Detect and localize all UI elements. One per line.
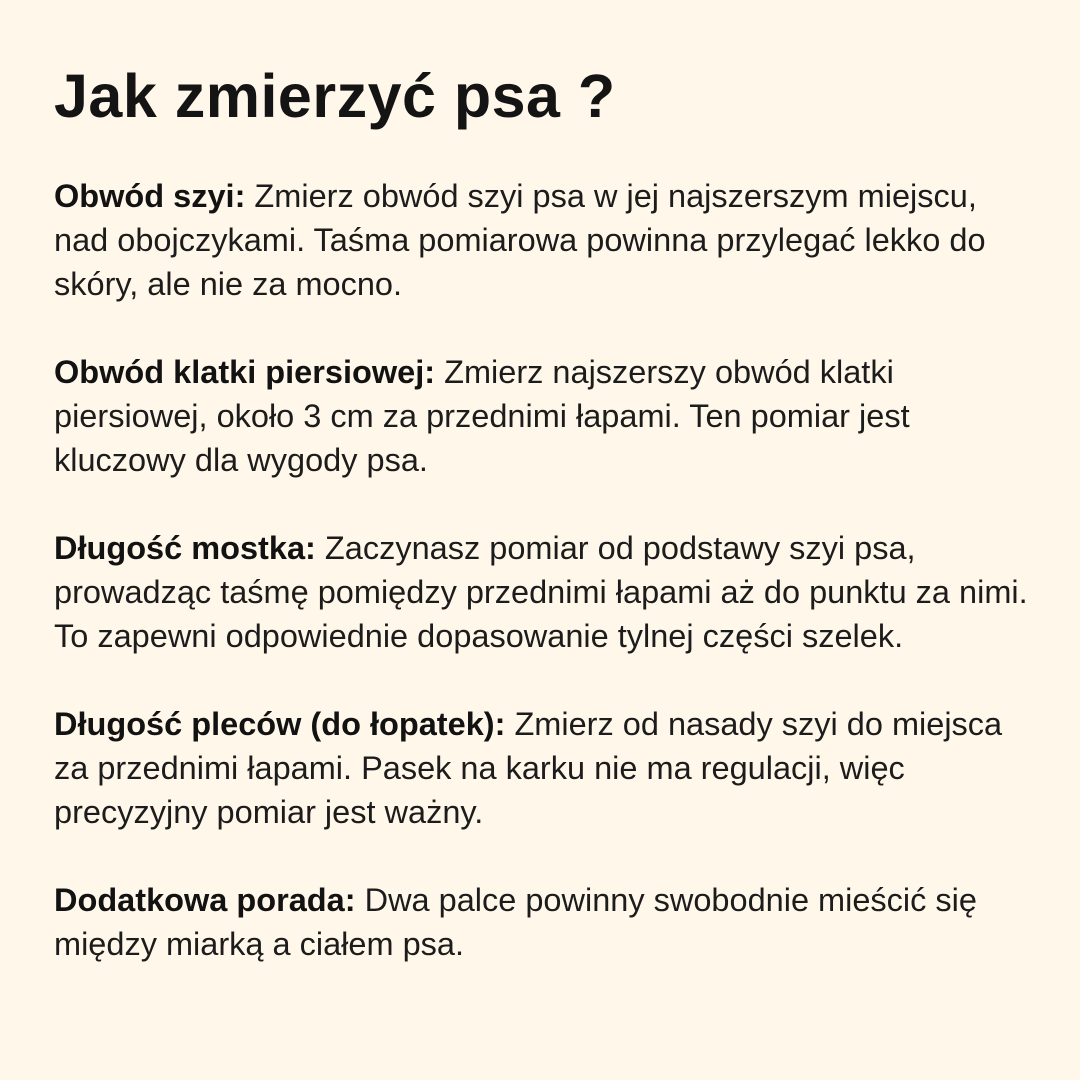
section-extra-tip — [54, 878, 1028, 966]
section-text: Zmierz od nasady szyi do miejsca za przednimi łapami. Pasek na karku nie ma regulacji, więc precyzyjny pomiar jest ważny. — [54, 706, 1003, 831]
section-text: Zmierz obwód szyi psa w jej najszerszym miejscu, nad obojczykami. Taśma pomiarowa powinna przylegać lekko do skóry, ale nie za mocno. — [54, 178, 986, 303]
section-label: Dodatkowa porada: — [54, 882, 356, 919]
section-sternum-length — [54, 526, 1028, 658]
section-text: Zmierz najszerszy obwód klatki piersiowej, około 3 cm za przednimi łapami. Ten pomiar jest kluczowy dla wygody psa. — [54, 354, 910, 479]
section-label: Obwód szyi: — [54, 178, 246, 215]
section-chest-circumference — [54, 350, 1028, 482]
page-title: Jak zmierzyć psa ? — [54, 62, 616, 130]
section-text: Dwa palce powinny swobodnie mieścić się między miarką a ciałem psa. — [54, 882, 977, 963]
section-label: Długość pleców (do łopatek): — [54, 706, 506, 743]
section-back-length — [54, 702, 1028, 834]
section-label: Obwód klatki piersiowej: — [54, 354, 436, 391]
section-text: Zaczynasz pomiar od podstawy szyi psa, prowadząc taśmę pomiędzy przednimi łapami aż do punktu za nimi. To zapewni odpowiednie dopasowanie tylnej części szelek. — [54, 530, 1028, 655]
section-label: Długość mostka: — [54, 530, 316, 567]
section-neck-circumference — [54, 174, 1028, 306]
